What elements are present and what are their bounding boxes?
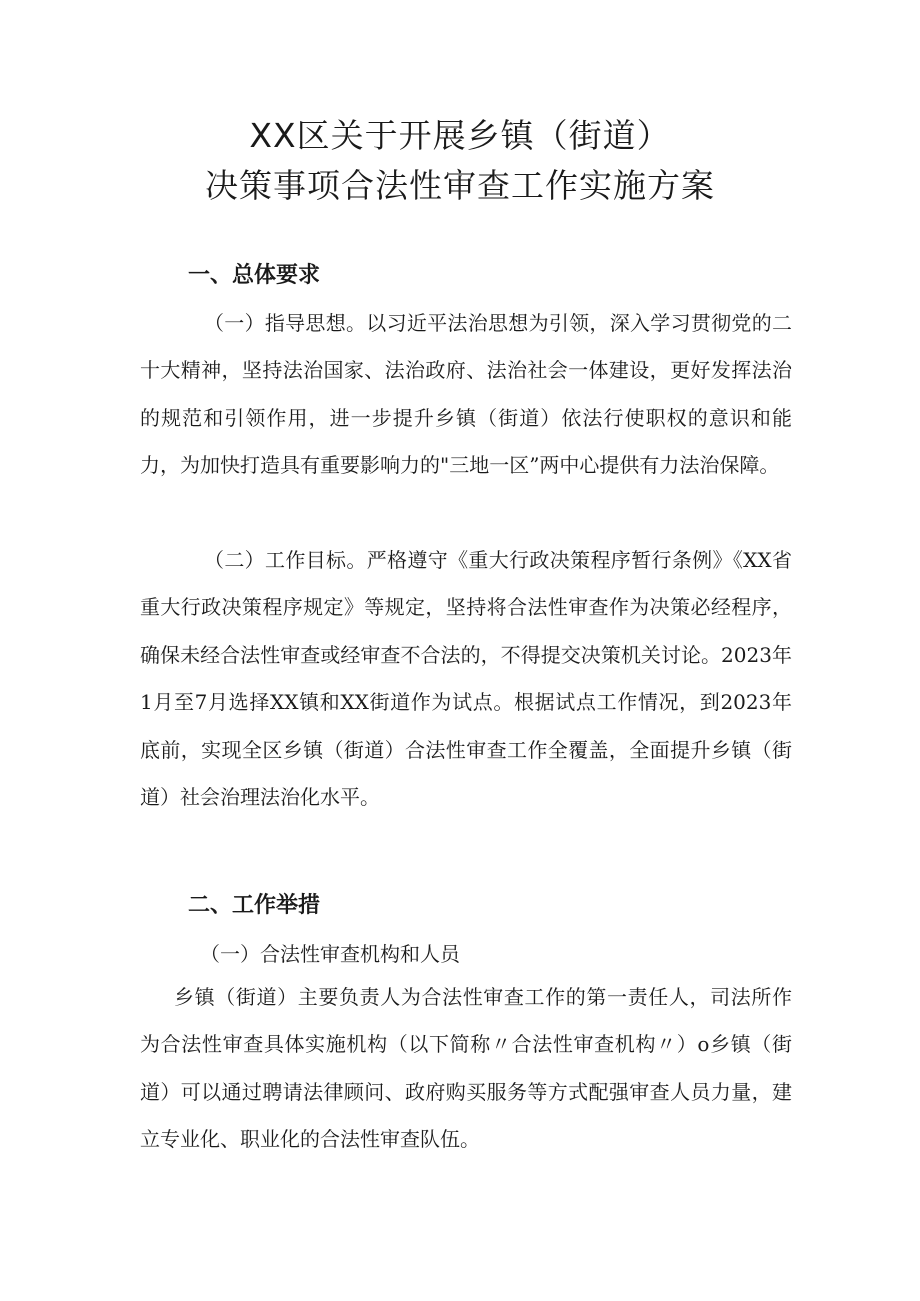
section-1-paragraph-guiding-thought: （一）指导思想。以习近平法治思想为引领，深入学习贯彻党的二十大精神，坚持法治国家、法治政府、法治社会一体建设，更好发挥法治的规范和引领作用，进一步提升乡镇（街道）依法行使职权的意识和能力，为加快打造具有重要影响力的"三地一区”两中心提供有力法治保障。 — [140, 311, 792, 478]
document-title-line-2: 决策事项合法性审查工作实施方案 — [205, 166, 715, 205]
section-1-heading: 一、总体要求 — [188, 263, 321, 288]
document-title-line-1: XX区关于开展乡镇（街道） — [249, 116, 671, 155]
section-1-paragraph-work-goal: （二）工作目标。严格遵守《重大行政决策程序暂行条例》《XX省重大行政决策程序规定》等规定，坚持将合法性审查作为决策必经程序，确保未经合法性审查或经审查不合法的，不得提交决策机关讨论。2023年1月至7月选择XX镇和XX街道作为试点。根据试点工作情况，到2023年底前，实现全区乡镇（街道）合法性审查工作全覆盖，全面提升乡镇（街道）社会治理法治化水平。 — [140, 548, 792, 810]
section-2-subheading-review-body: （一）合法性审查机构和人员 — [200, 942, 460, 966]
section-2-paragraph-review-body: 乡镇（街道）主要负责人为合法性审查工作的第一责任人，司法所作为合法性审查具体实施机构（以下简称〃合法性审查机构〃）o乡镇（街道）可以通过聘请法律顾问、政府购买服务等方式配强审查人员力量，建立专业化、职业化的合法性审查队伍。 — [140, 985, 792, 1152]
section-2-heading: 二、工作举措 — [188, 893, 321, 918]
